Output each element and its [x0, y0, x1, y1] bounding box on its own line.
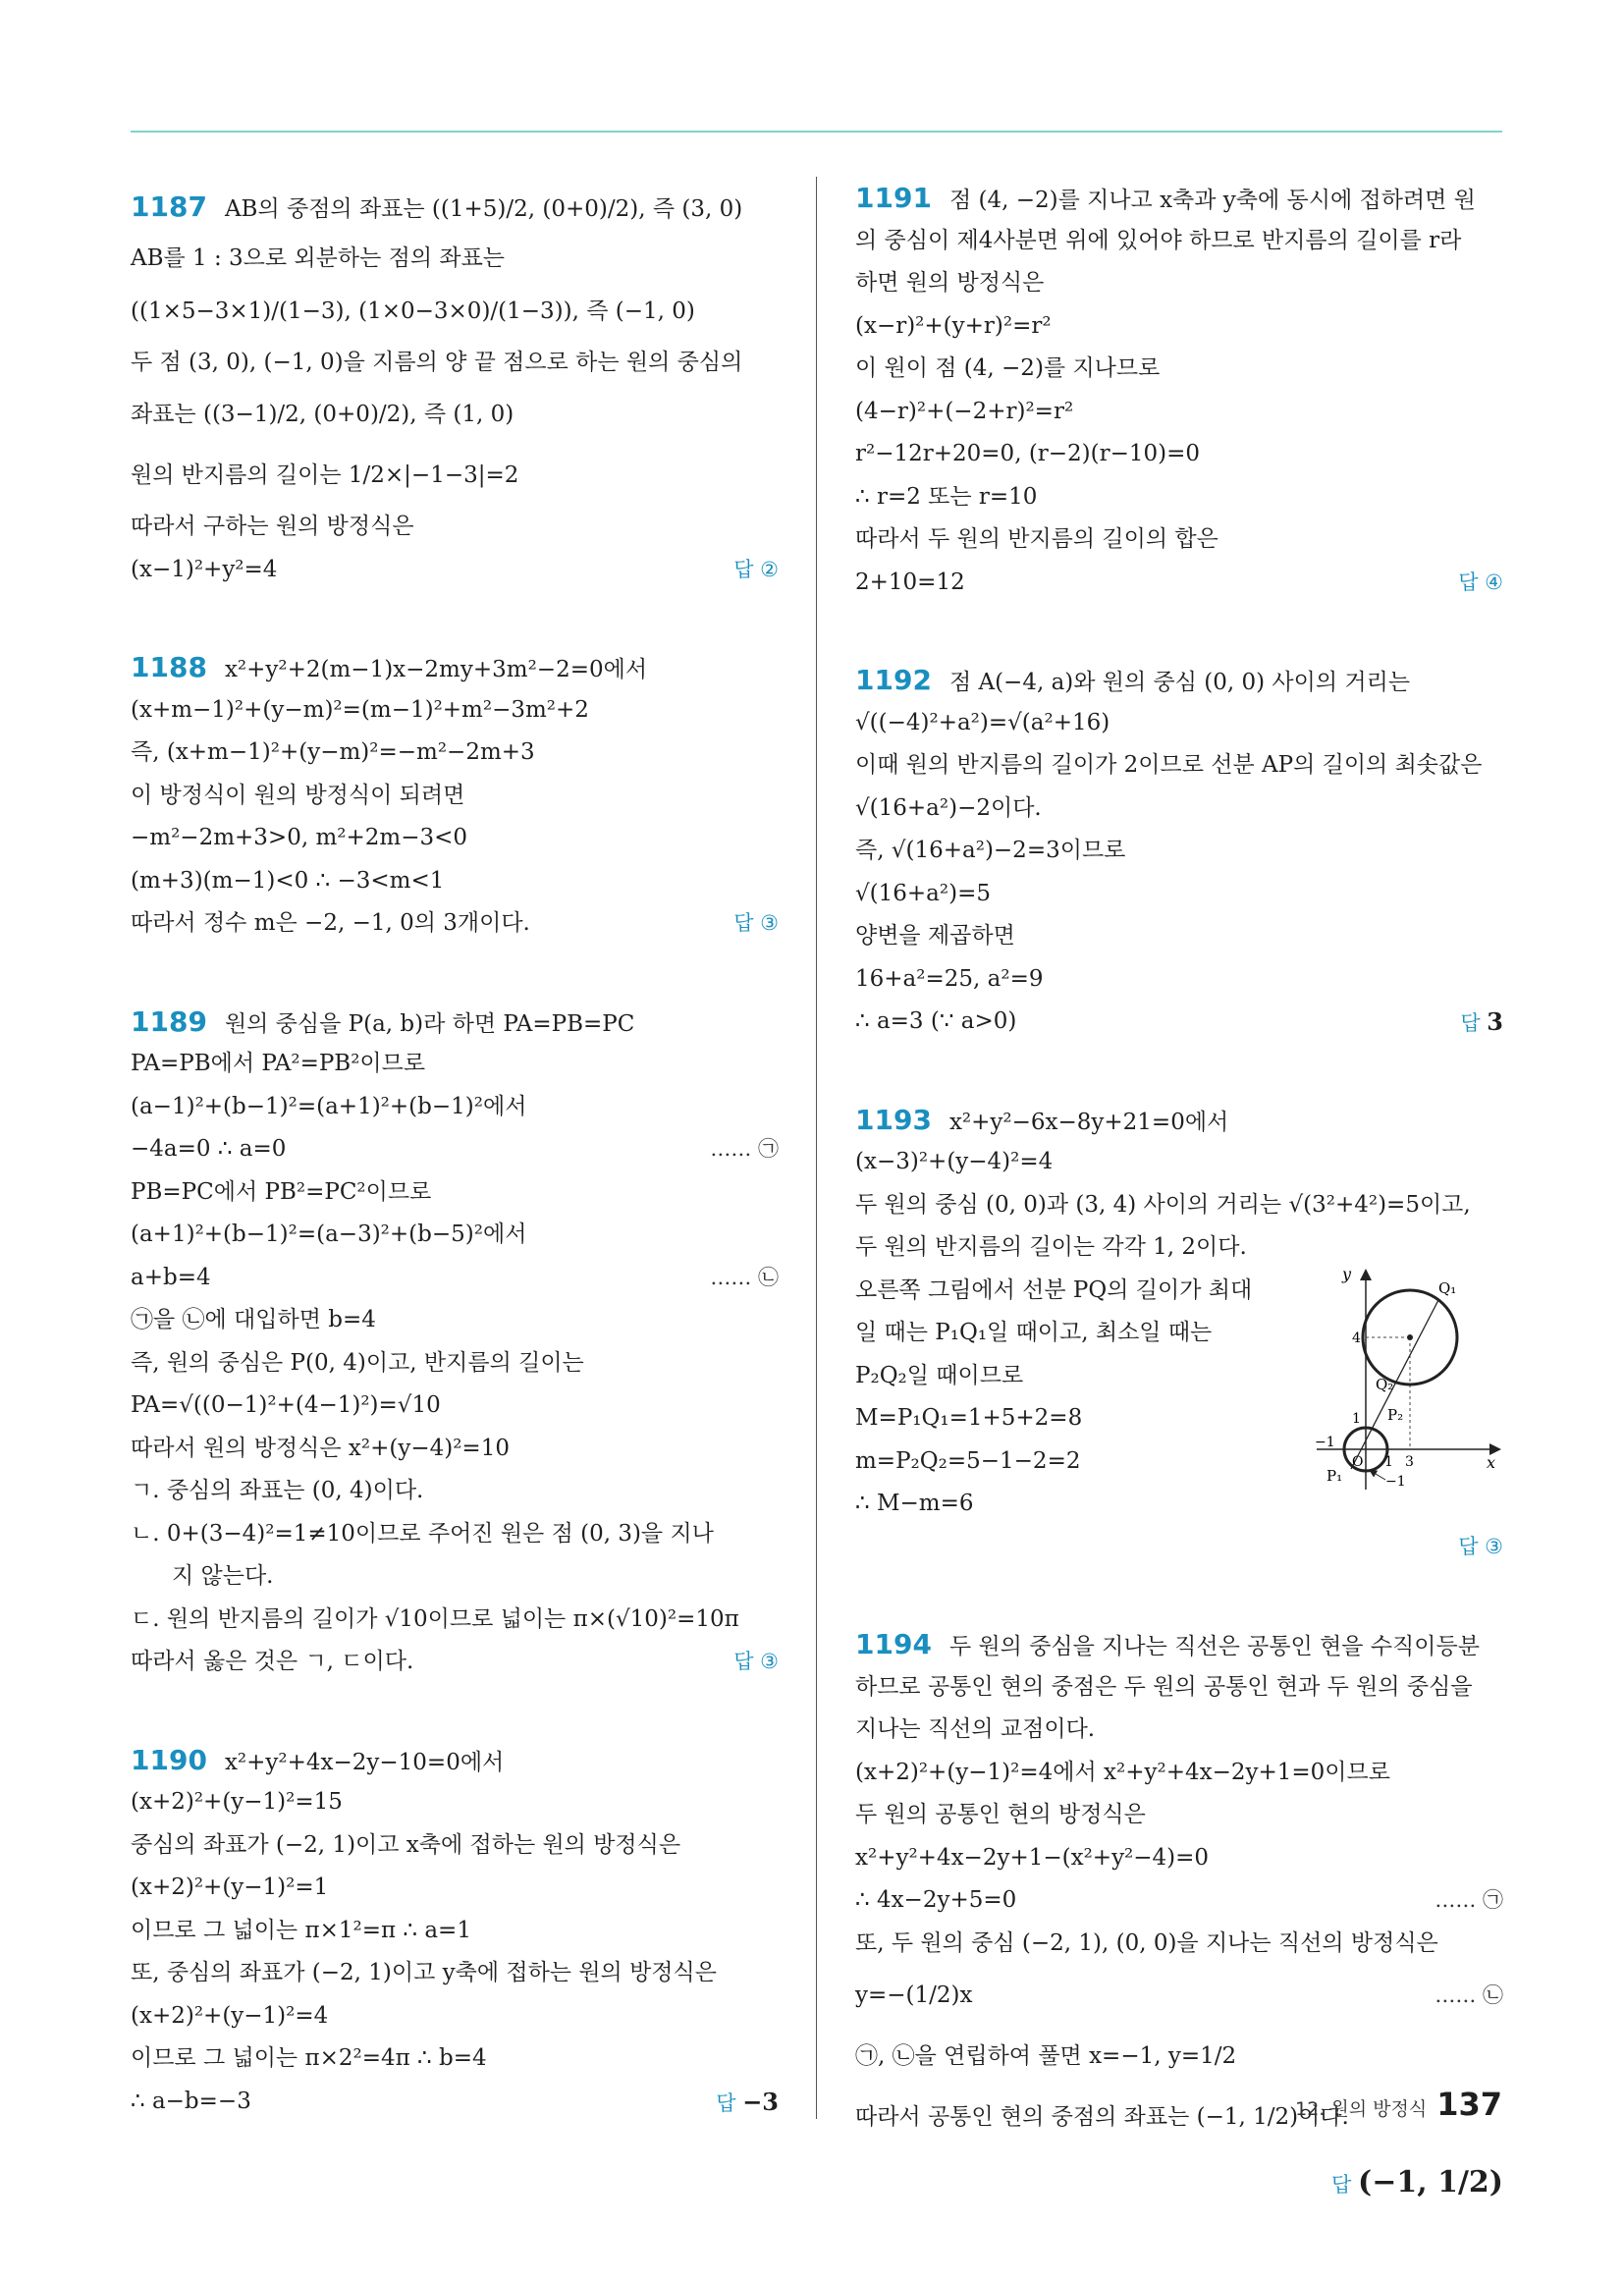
solution-line: 지 않는다.: [172, 1563, 274, 1589]
solution-line: 따라서 공통인 현의 중점의 좌표는 (−1, 1/2)이다.: [855, 2104, 1349, 2130]
problem-1190: [131, 1739, 779, 2124]
problem-number: 1192: [855, 664, 932, 696]
solution-line: (a+1)²+(b−1)²=(a−3)²+(b−5)²에서: [131, 1222, 527, 1247]
solution-line: 의 중심이 제4사분면 위에 있어야 하므로 반지름의 길이를 r라: [855, 227, 1462, 253]
solution-line: 두 원의 중심 (0, 0)과 (3, 4) 사이의 거리는 √(3²+4²)=5이고,: [855, 1191, 1471, 1218]
center-point: [1407, 1334, 1413, 1340]
solution-line: x²+y²+4x−2y−10=0에서: [224, 1749, 505, 1775]
solution-line: (x−1)²+y²=4: [131, 556, 278, 582]
solution-line: 점 (4, −2)를 지나고 x축과 y축에 동시에 접하려면 원: [948, 188, 1476, 213]
answer-badge: [716, 2081, 779, 2126]
solution-line: 원의 반지름의 길이는 1/2×|−1−3|=2: [131, 462, 519, 488]
q2-label: Q₂: [1376, 1375, 1394, 1393]
solution-line: r²−12r+20=0, (r−2)(r−10)=0: [855, 441, 1201, 466]
text-with-figure: [855, 1264, 1503, 1526]
solution-line: M=P₁Q₁=1+5+2=8: [855, 1405, 1083, 1431]
answer-label: 답: [1460, 1011, 1481, 1035]
solution-line: 16+a²=25, a²=9: [855, 965, 1044, 992]
tick-label: 4: [1352, 1330, 1361, 1346]
solution-line: ㄴ. 0+(3−4)²=1≠10이므로 주어진 원은 점 (0, 3)을 지나: [131, 1520, 714, 1547]
solution-line: 양변을 제곱하면: [855, 923, 1015, 949]
x-label: x: [1487, 1452, 1496, 1472]
solution-line: ∴ r=2 또는 r=10: [855, 483, 1038, 510]
solution-line: (m+3)(m−1)<0 ∴ −3<m<1: [131, 867, 445, 894]
solution-line: (x+2)²+(y−1)²=4에서 x²+y²+4x−2y+1=0이므로: [855, 1759, 1390, 1785]
solution-line: 일 때는 P₁Q₁일 때이고, 최소일 때는: [855, 1320, 1213, 1345]
solution-line: (a−1)²+(b−1)²=(a+1)²+(b−1)²에서: [131, 1093, 527, 1119]
solution-line: 2+10=12: [855, 569, 965, 595]
solution-line: 따라서 원의 방정식은 x²+(y−4)²=10: [131, 1435, 510, 1461]
solution-line: (x−3)²+(y−4)²=4: [855, 1149, 1054, 1174]
equation-marker: …… ㉠: [1435, 1888, 1503, 1912]
solution-line: 이때 원의 반지름의 길이가 2이므로 선분 AP의 길이의 최솟값은: [855, 752, 1483, 778]
problem-1187: [131, 177, 779, 591]
solution-line: x²+y²+2(m−1)x−2my+3m²−2=0에서: [224, 657, 648, 682]
solution-line: 즉, √(16+a²)−2=3이므로: [855, 838, 1126, 863]
problem-number: 1189: [131, 1005, 207, 1038]
solution-line: 지나는 직선의 교점이다.: [855, 1716, 1096, 1742]
problem-1189: [131, 1001, 779, 1684]
solution-line: y=−(1/2)x: [855, 1982, 973, 2008]
answer-value: 3: [1487, 1007, 1503, 1036]
answer-value: −3: [742, 2087, 779, 2116]
solution-line: √((−4)²+a²)=√(a²+16): [855, 709, 1110, 735]
solution-line: √(16+a²)=5: [855, 880, 991, 906]
answer-badge: 답 ③: [733, 911, 779, 935]
q1-label: Q₁: [1438, 1278, 1457, 1297]
equation-marker: …… ㉡: [1435, 1983, 1503, 2007]
problem-1191: [855, 177, 1503, 604]
solution-line: 오른쪽 그림에서 선분 PQ의 길이가 최대: [855, 1276, 1253, 1303]
solution-line: PA=PB에서 PA²=PB²이므로: [131, 1051, 426, 1076]
tick-label: 1: [1352, 1410, 1361, 1427]
solution-line: 이므로 그 넓이는 π×1²=π ∴ a=1: [131, 1917, 471, 1943]
solution-line: a+b=4: [131, 1264, 211, 1290]
problem-1188: [131, 646, 779, 946]
problem-number: 1191: [855, 182, 932, 214]
right-column: [855, 177, 1503, 2281]
answer-label: 답: [716, 2091, 736, 2115]
solution-line: 또, 두 원의 중심 (−2, 1), (0, 0)을 지나는 직선의 방정식은: [855, 1929, 1438, 1956]
page-number: 137: [1436, 2086, 1502, 2123]
p2-label: P₂: [1387, 1405, 1404, 1424]
solution-line: 또, 중심의 좌표가 (−2, 1)이고 y축에 접하는 원의 방정식은: [131, 1960, 717, 1985]
solution-line: P₂Q₂일 때이므로: [855, 1362, 1024, 1388]
solution-line: AB의 중점의 좌표는 ((1+5)/2, (0+0)/2), 즉 (3, 0): [224, 196, 743, 222]
solution-line: 따라서 구하는 원의 방정식은: [131, 514, 414, 539]
equation-marker: …… ㉡: [710, 1265, 779, 1289]
top-rule: [131, 131, 1502, 133]
pointer-arrow: [1371, 1471, 1385, 1480]
solution-line: 따라서 두 원의 반지름의 길이의 합은: [855, 526, 1218, 552]
equation-marker: …… ㉠: [710, 1137, 779, 1161]
chapter-title: 12. 원의 방정식: [1295, 2098, 1428, 2120]
solution-line: 이므로 그 넓이는 π×2²=4π ∴ b=4: [131, 2045, 487, 2071]
solution-line: ∴ a=3 (∵ a>0): [855, 1008, 1017, 1034]
solution-line: 두 원의 중심을 지나는 직선은 공통인 현을 수직이등분: [948, 1634, 1480, 1659]
problem-number: 1193: [855, 1103, 932, 1136]
solution-line: 두 원의 공통인 현의 방정식은: [855, 1802, 1146, 1827]
problem-1194: [855, 1623, 1503, 2226]
answer-badge: [1331, 2165, 1503, 2200]
column-divider: [816, 177, 817, 2119]
solution-line: m=P₂Q₂=5−1−2=2: [855, 1447, 1081, 1474]
problem-number: 1190: [131, 1743, 207, 1776]
tick-label: −1: [1385, 1473, 1406, 1490]
solution-line: 하므로 공통인 현의 중점은 두 원의 공통인 현과 두 원의 중심을: [855, 1673, 1473, 1700]
y-label: y: [1342, 1264, 1352, 1283]
solution-line: 따라서 옳은 것은 ㄱ, ㄷ이다.: [131, 1649, 414, 1674]
answer-badge: 답 ④: [1458, 570, 1503, 594]
solution-line: ㉠을 ㉡에 대입하면 b=4: [131, 1307, 376, 1332]
solution-line: AB를 1 : 3으로 외분하는 점의 좌표는: [131, 245, 506, 271]
solution-line: x²+y²+4x−2y+1−(x²+y²−4)=0: [855, 1844, 1210, 1871]
solution-line: (x+2)²+(y−1)²=1: [131, 1874, 329, 1900]
answer-badge: 답 ②: [733, 557, 779, 581]
solution-line: ㉠, ㉡을 연립하여 풀면 x=−1, y=1/2: [855, 2043, 1237, 2069]
circles-diagram: [1307, 1262, 1503, 1497]
origin-label: O: [1352, 1453, 1364, 1470]
solution-line: ∴ M−m=6: [855, 1491, 974, 1516]
solution-line: ㄷ. 원의 반지름의 길이가 √10이므로 넓이는 π×(√10)²=10π: [131, 1605, 739, 1632]
solution-line: 즉, (x+m−1)²+(y−m)²=−m²−2m+3: [131, 739, 535, 765]
solution-line: 중심의 좌표가 (−2, 1)이고 x축에 접하는 원의 방정식은: [131, 1831, 681, 1858]
answer-value: (−1, 1/2): [1358, 2165, 1503, 2200]
solution-line: 두 점 (3, 0), (−1, 0)을 지름의 양 끝 점으로 하는 원의 중심의: [131, 349, 743, 375]
tick-label: 1: [1384, 1453, 1393, 1470]
left-column: [131, 177, 779, 2178]
solution-line: x²+y²−6x−8y+21=0에서: [948, 1109, 1229, 1135]
solution-line: (x+m−1)²+(y−m)²=(m−1)²+m²−3m²+2: [131, 696, 589, 723]
solution-line: ㄱ. 중심의 좌표는 (0, 4)이다.: [131, 1478, 424, 1503]
tick-label: −1: [1315, 1434, 1335, 1450]
problem-number: 1187: [131, 190, 207, 223]
solution-line: 원의 중심을 P(a, b)라 하면 PA=PB=PC: [224, 1010, 635, 1037]
solution-line: 이 원이 점 (4, −2)를 지나므로: [855, 355, 1161, 381]
solution-line: ((1×5−3×1)/(1−3), (1×0−3×0)/(1−3)), 즉 (−1, 0): [131, 298, 695, 324]
solution-line: PB=PC에서 PB²=PC²이므로: [131, 1178, 432, 1205]
solution-line: (4−r)²+(−2+r)²=r²: [855, 398, 1074, 424]
answer-label: 답: [1331, 2173, 1352, 2197]
solution-line: (x+2)²+(y−1)²=15: [131, 1789, 343, 1815]
solution-line: −4a=0 ∴ a=0: [131, 1136, 287, 1162]
solution-line: 하면 원의 방정식은: [855, 270, 1045, 296]
problem-1192: [855, 659, 1503, 1044]
p1-label: P₁: [1326, 1466, 1343, 1485]
solution-line: 즉, 원의 중심은 P(0, 4)이고, 반지름의 길이는: [131, 1349, 584, 1376]
solution-line: (x+2)²+(y−1)²=4: [131, 2002, 329, 2029]
answer-badge: 답 ③: [733, 1650, 779, 1673]
page-footer: [1295, 2086, 1502, 2123]
answer-badge: 답 ③: [1458, 1534, 1503, 1558]
solution-line: 따라서 정수 m은 −2, −1, 0의 3개이다.: [131, 910, 530, 936]
solution-line: (x−r)²+(y+r)²=r²: [855, 312, 1052, 339]
solution-line: −m²−2m+3>0, m²+2m−3<0: [131, 825, 468, 850]
solution-line: 점 A(−4, a)와 원의 중심 (0, 0) 사이의 거리는: [948, 670, 1411, 695]
solution-line: ∴ 4x−2y+5=0: [855, 1887, 1017, 1913]
solution-line: 두 원의 반지름의 길이는 각각 1, 2이다.: [855, 1234, 1247, 1260]
problem-number: 1188: [131, 651, 207, 683]
solution-line: PA=√((0−1)²+(4−1)²)=√10: [131, 1392, 441, 1418]
solution-line: 좌표는 ((3−1)/2, (0+0)/2), 즉 (1, 0): [131, 402, 514, 427]
problem-number: 1194: [855, 1628, 932, 1660]
problem-1193: [855, 1099, 1503, 1569]
answer-badge: [1460, 1001, 1503, 1046]
tick-label: 3: [1405, 1453, 1414, 1470]
solution-line: ∴ a−b=−3: [131, 2088, 251, 2114]
solution-line: √(16+a²)−2이다.: [855, 794, 1042, 821]
solution-line: 이 방정식이 원의 방정식이 되려면: [131, 782, 465, 808]
